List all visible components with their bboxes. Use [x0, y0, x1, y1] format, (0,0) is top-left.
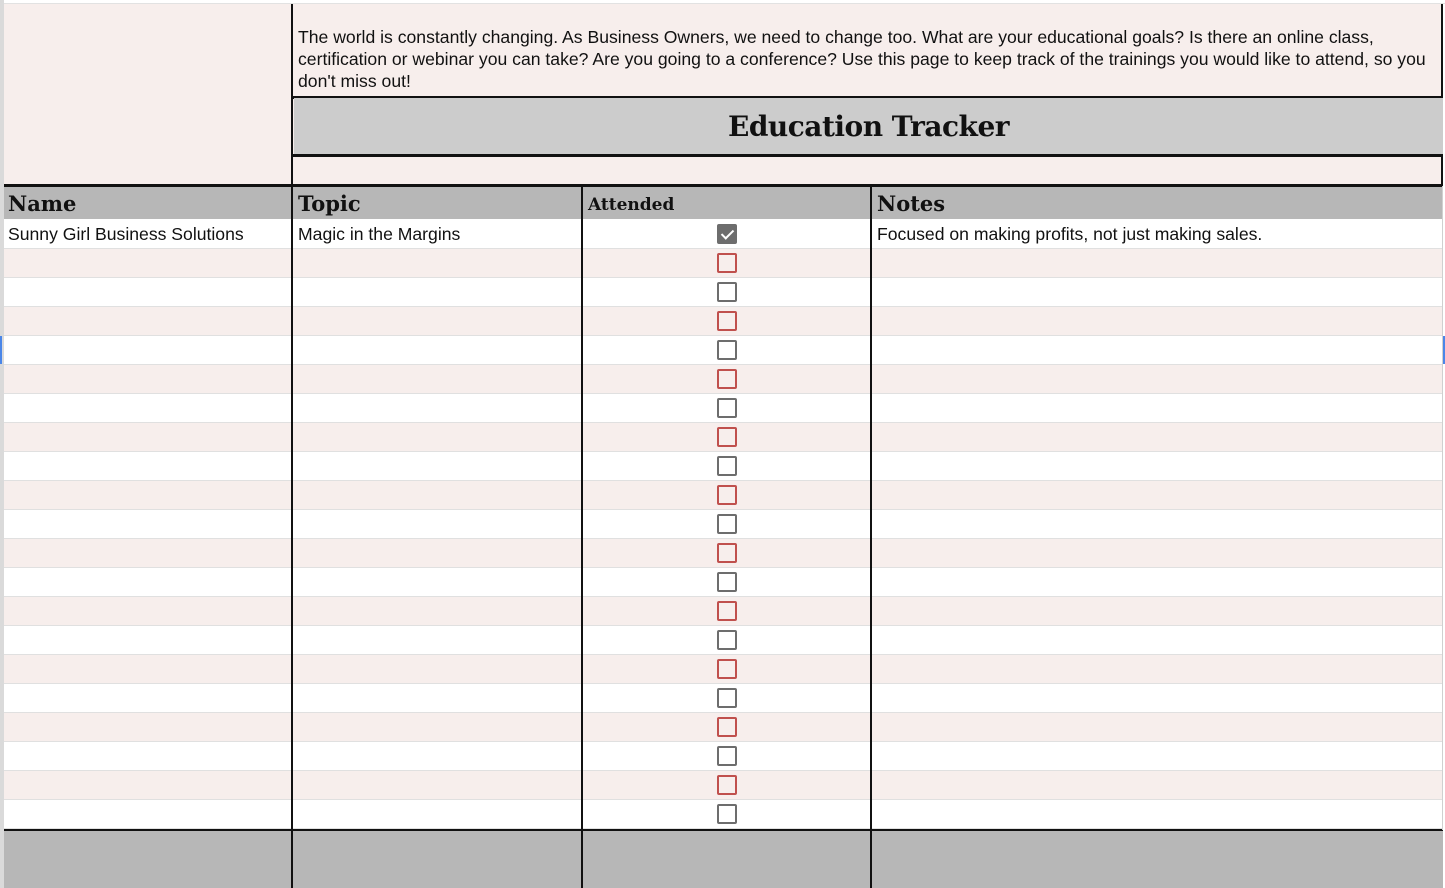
notes-cell[interactable]: Focused on making profits, not just making sales.: [877, 223, 1263, 244]
topic-cell[interactable]: [294, 655, 582, 683]
name-cell[interactable]: [4, 423, 291, 451]
name-cell[interactable]: [4, 742, 291, 770]
name-cell[interactable]: [4, 365, 291, 393]
column-separator: [870, 186, 872, 888]
table-row: [4, 278, 1443, 307]
notes-cell[interactable]: [873, 510, 1443, 538]
topic-cell[interactable]: [294, 800, 582, 828]
table-header: [4, 187, 1443, 219]
attended-cell: [584, 278, 872, 306]
unchecked-checkbox[interactable]: [717, 340, 737, 360]
unchecked-checkbox[interactable]: [717, 485, 737, 505]
topic-cell[interactable]: [294, 510, 582, 538]
column-header-attended[interactable]: Attended: [588, 195, 675, 215]
name-cell[interactable]: [4, 684, 291, 712]
name-cell[interactable]: [4, 771, 291, 799]
table-row: [4, 510, 1443, 539]
unchecked-checkbox[interactable]: [717, 688, 737, 708]
name-cell[interactable]: [4, 539, 291, 567]
table-row: [4, 365, 1443, 394]
name-cell[interactable]: [4, 307, 291, 335]
notes-cell[interactable]: [873, 336, 1443, 364]
unchecked-checkbox[interactable]: [717, 282, 737, 302]
topic-cell[interactable]: [294, 626, 582, 654]
name-cell[interactable]: [4, 336, 291, 364]
notes-cell[interactable]: [873, 365, 1443, 393]
attended-cell: [584, 684, 872, 712]
footer-top-border: [4, 829, 1443, 831]
notes-cell[interactable]: [873, 278, 1443, 306]
table-row: [4, 713, 1443, 742]
notes-cell[interactable]: [873, 742, 1443, 770]
attended-cell: [584, 394, 872, 422]
attended-cell: [584, 249, 872, 277]
column-header-notes[interactable]: Notes: [877, 190, 946, 216]
unchecked-checkbox[interactable]: [717, 804, 737, 824]
checked-checkbox[interactable]: [717, 224, 737, 244]
table-row: [4, 220, 1443, 249]
unchecked-checkbox[interactable]: [717, 253, 737, 273]
topic-cell[interactable]: [294, 684, 582, 712]
name-cell[interactable]: [4, 278, 291, 306]
topic-cell[interactable]: [294, 336, 582, 364]
topic-cell[interactable]: [294, 394, 582, 422]
unchecked-checkbox[interactable]: [717, 601, 737, 621]
unchecked-checkbox[interactable]: [717, 369, 737, 389]
table-row: [4, 655, 1443, 684]
attended-cell: [584, 336, 872, 364]
table-row: [4, 771, 1443, 800]
name-cell[interactable]: Sunny Girl Business Solutions: [8, 223, 244, 244]
notes-cell[interactable]: [873, 684, 1443, 712]
attended-cell: [584, 481, 872, 509]
name-cell[interactable]: [4, 568, 291, 596]
unchecked-checkbox[interactable]: [717, 427, 737, 447]
topic-cell[interactable]: [294, 568, 582, 596]
title-bottom-border: [291, 154, 1443, 157]
name-cell[interactable]: [4, 481, 291, 509]
unchecked-checkbox[interactable]: [717, 775, 737, 795]
notes-cell[interactable]: [873, 655, 1443, 683]
name-cell[interactable]: [4, 655, 291, 683]
topic-cell[interactable]: [294, 539, 582, 567]
notes-cell[interactable]: [873, 539, 1443, 567]
notes-cell[interactable]: [873, 771, 1443, 799]
column-header-name[interactable]: Name: [8, 190, 77, 216]
column-separator: [581, 186, 583, 888]
attended-cell: [584, 307, 872, 335]
intro-divider: [291, 4, 293, 186]
table-row: [4, 800, 1443, 829]
table-row: [4, 307, 1443, 336]
table-right-border: [1442, 186, 1443, 830]
name-cell[interactable]: [4, 249, 291, 277]
table-row: [4, 336, 1443, 365]
attended-cell: [584, 742, 872, 770]
column-header-topic[interactable]: Topic: [298, 190, 361, 216]
notes-cell[interactable]: [873, 249, 1443, 277]
topic-cell[interactable]: [294, 742, 582, 770]
title-bar[interactable]: [294, 98, 1443, 154]
table-footer: [4, 831, 1443, 888]
name-cell[interactable]: [4, 394, 291, 422]
unchecked-checkbox[interactable]: [717, 630, 737, 650]
name-cell[interactable]: [4, 510, 291, 538]
intro-description: The world is constantly changing. As Business Owners, we need to change too. What are your educational goals? Is there an online class, certification or webinar you can take? Are you going to a conference? Use this page to keep track of the trainings you would like to attend, so you don't miss out!: [298, 27, 1426, 91]
name-cell[interactable]: [4, 800, 291, 828]
page-title: Education Tracker: [727, 109, 1010, 143]
attended-cell: [584, 655, 872, 683]
unchecked-checkbox[interactable]: [717, 572, 737, 592]
unchecked-checkbox[interactable]: [717, 514, 737, 534]
name-cell[interactable]: [4, 452, 291, 480]
attended-cell: [584, 800, 872, 828]
table-row: [4, 626, 1443, 655]
notes-cell[interactable]: [873, 800, 1443, 828]
unchecked-checkbox[interactable]: [717, 746, 737, 766]
topic-cell[interactable]: [294, 278, 582, 306]
topic-cell[interactable]: [294, 481, 582, 509]
table-row: [4, 539, 1443, 568]
table-row: [4, 481, 1443, 510]
notes-cell[interactable]: [873, 394, 1443, 422]
topic-cell[interactable]: [294, 307, 582, 335]
attended-cell: [584, 713, 872, 741]
unchecked-checkbox[interactable]: [717, 659, 737, 679]
topic-cell[interactable]: [294, 423, 582, 451]
topic-cell[interactable]: [294, 713, 582, 741]
notes-cell[interactable]: [873, 626, 1443, 654]
topic-cell[interactable]: Magic in the Margins: [298, 223, 461, 244]
name-cell[interactable]: [4, 597, 291, 625]
selection-marker: [0, 336, 2, 364]
unchecked-checkbox[interactable]: [717, 717, 737, 737]
table-row: [4, 394, 1443, 423]
topic-cell[interactable]: [294, 249, 582, 277]
table-row: [4, 684, 1443, 713]
attended-cell: [584, 510, 872, 538]
attended-cell: [584, 423, 872, 451]
topic-cell[interactable]: [294, 365, 582, 393]
notes-cell[interactable]: [873, 481, 1443, 509]
notes-cell[interactable]: [873, 452, 1443, 480]
table-row: [4, 452, 1443, 481]
topic-cell[interactable]: [294, 452, 582, 480]
attended-cell: [584, 539, 872, 567]
unchecked-checkbox[interactable]: [717, 456, 737, 476]
table-row: [4, 597, 1443, 626]
notes-cell[interactable]: [873, 568, 1443, 596]
table-row: [4, 423, 1443, 452]
attended-cell: [584, 568, 872, 596]
attended-cell: [584, 452, 872, 480]
topic-cell[interactable]: [294, 597, 582, 625]
notes-cell[interactable]: [873, 307, 1443, 335]
table-row: [4, 249, 1443, 278]
notes-cell[interactable]: [873, 423, 1443, 451]
unchecked-checkbox[interactable]: [717, 398, 737, 418]
attended-cell: [584, 771, 872, 799]
unchecked-checkbox[interactable]: [717, 543, 737, 563]
attended-cell: [584, 220, 872, 248]
name-cell[interactable]: [4, 626, 291, 654]
notes-cell[interactable]: [873, 597, 1443, 625]
name-cell[interactable]: [4, 713, 291, 741]
attended-cell: [584, 626, 872, 654]
topic-cell[interactable]: [294, 771, 582, 799]
unchecked-checkbox[interactable]: [717, 311, 737, 331]
attended-cell: [584, 365, 872, 393]
column-separator: [291, 186, 293, 888]
attended-cell: [584, 597, 872, 625]
notes-cell[interactable]: [873, 713, 1443, 741]
table-row: [4, 568, 1443, 597]
table-row: [4, 742, 1443, 771]
intro-right-border: [1441, 4, 1443, 186]
